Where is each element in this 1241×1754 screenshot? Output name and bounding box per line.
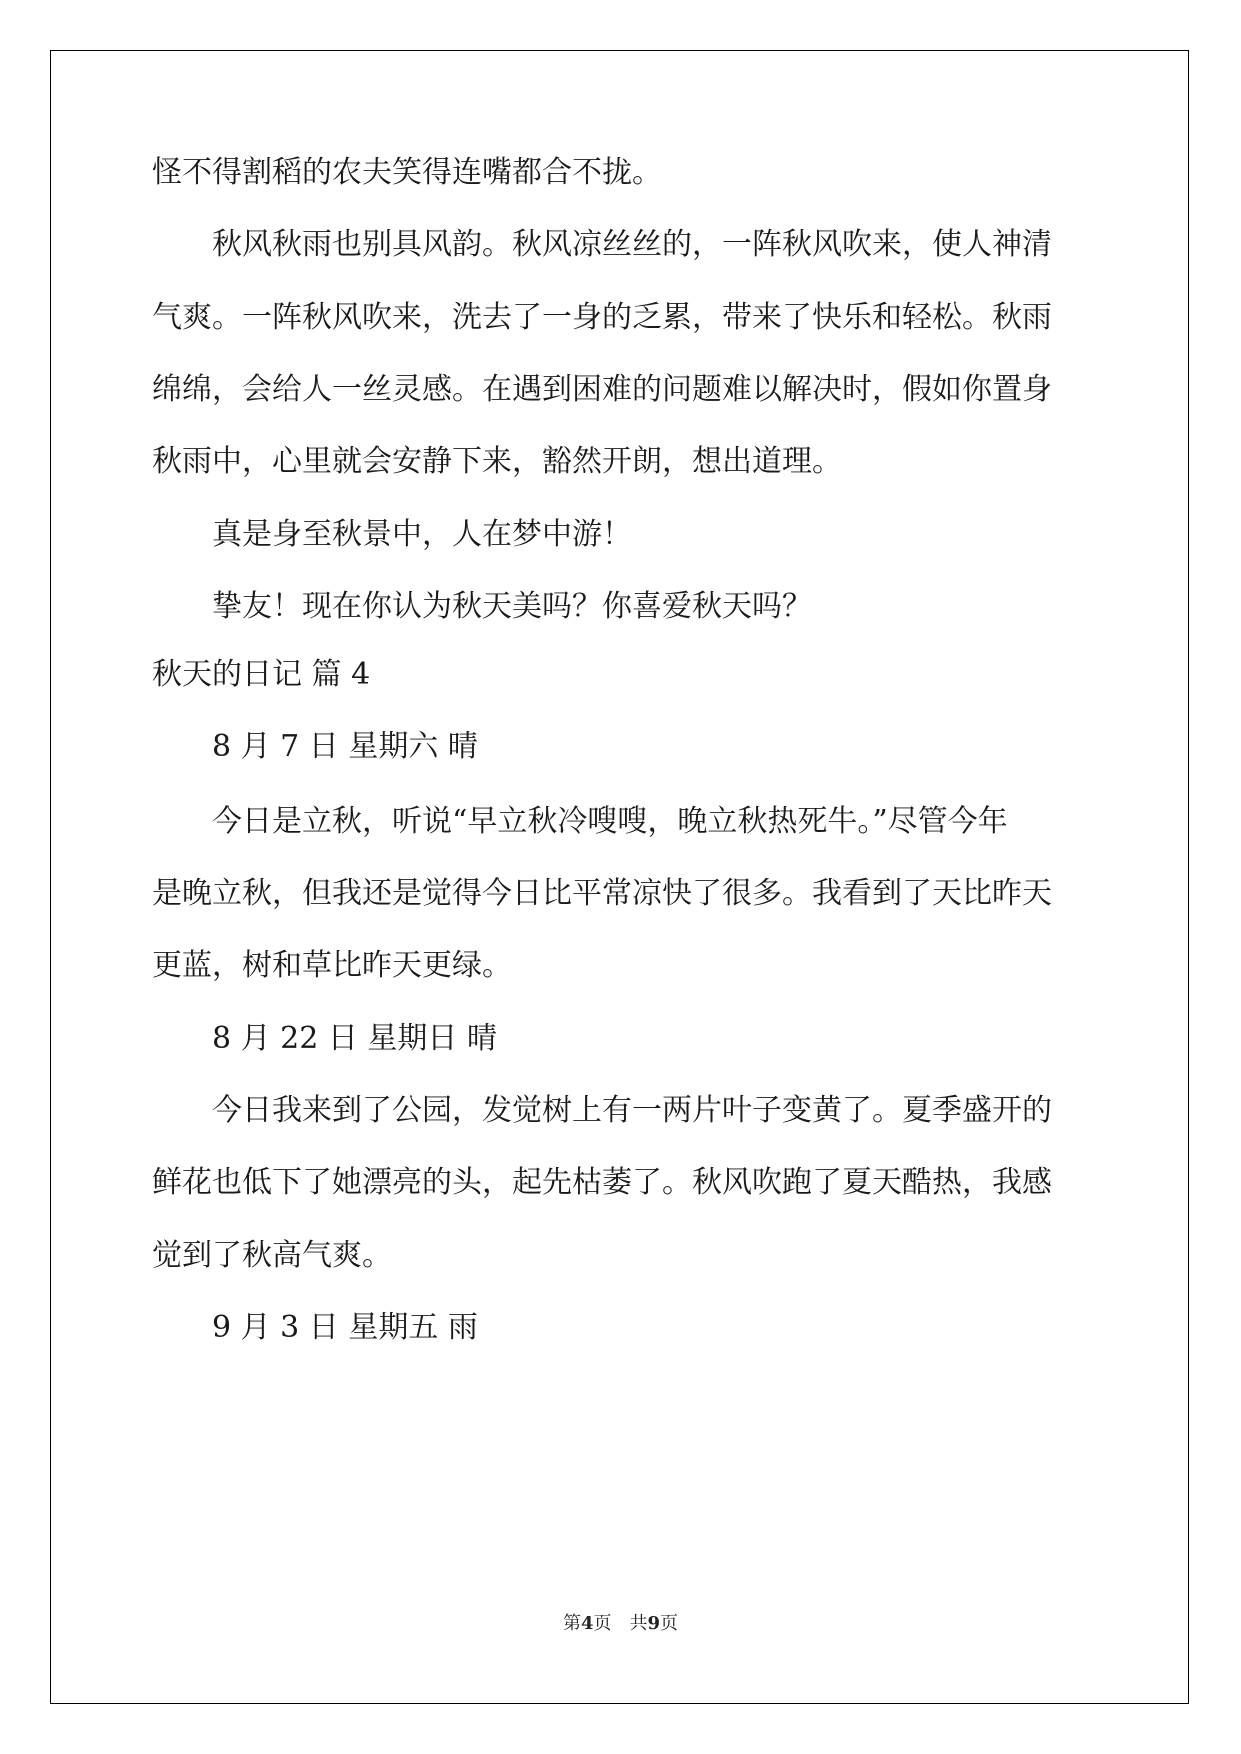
diary-date: 8 月 22 日 星期日 晴 xyxy=(212,1021,497,1056)
page-total: 9 xyxy=(647,1613,661,1634)
paragraph-line: 气爽。一阵秋风吹来，洗去了一身的乏累，带来了快乐和轻松。秋雨 xyxy=(152,300,1052,335)
page-current: 4 xyxy=(580,1613,594,1634)
paragraph-line: 是晚立秋，但我还是觉得今日比平常凉快了很多。我看到了天比昨天 xyxy=(152,876,1052,911)
page-prefix: 第 xyxy=(562,1613,581,1634)
page-footer xyxy=(0,1612,1241,1636)
paragraph-line: 鲜花也低下了她漂亮的头，起先枯萎了。秋风吹跑了夏天酷热，我感 xyxy=(152,1165,1052,1200)
section-heading: 秋天的日记 篇 4 xyxy=(152,657,371,692)
paragraph-line: 真是身至秋景中，人在梦中游！ xyxy=(212,517,632,552)
paragraph-line: 秋风秋雨也别具风韵。秋风凉丝丝的，一阵秋风吹来，使人神清 xyxy=(212,227,1052,262)
paragraph-line: 绵绵，会给人一丝灵感。在遇到困难的问题难以解决时，假如你置身 xyxy=(152,372,1052,407)
paragraph-line: 觉到了秋高气爽。 xyxy=(152,1238,392,1273)
diary-date: 9 月 3 日 星期五 雨 xyxy=(212,1310,478,1345)
paragraph-line: 挚友！现在你认为秋天美吗？你喜爱秋天吗？ xyxy=(212,589,812,624)
total-prefix: 共 xyxy=(629,1613,648,1634)
paragraph-line: 怪不得割稻的农夫笑得连嘴都合不拢。 xyxy=(152,155,662,190)
paragraph-line: 更蓝，树和草比昨天更绿。 xyxy=(152,948,512,983)
paragraph-line: 秋雨中，心里就会安静下来，豁然开朗，想出道理。 xyxy=(152,444,842,479)
page-suffix: 页 xyxy=(593,1613,612,1634)
paragraph-line: 今日是立秋，听说“早立秋冷嗖嗖，晚立秋热死牛。”尽管今年 xyxy=(212,804,1008,839)
total-suffix: 页 xyxy=(660,1613,679,1634)
paragraph-line: 今日我来到了公园，发觉树上有一两片叶子变黄了。夏季盛开的 xyxy=(212,1093,1052,1128)
diary-date: 8 月 7 日 星期六 晴 xyxy=(212,729,478,764)
